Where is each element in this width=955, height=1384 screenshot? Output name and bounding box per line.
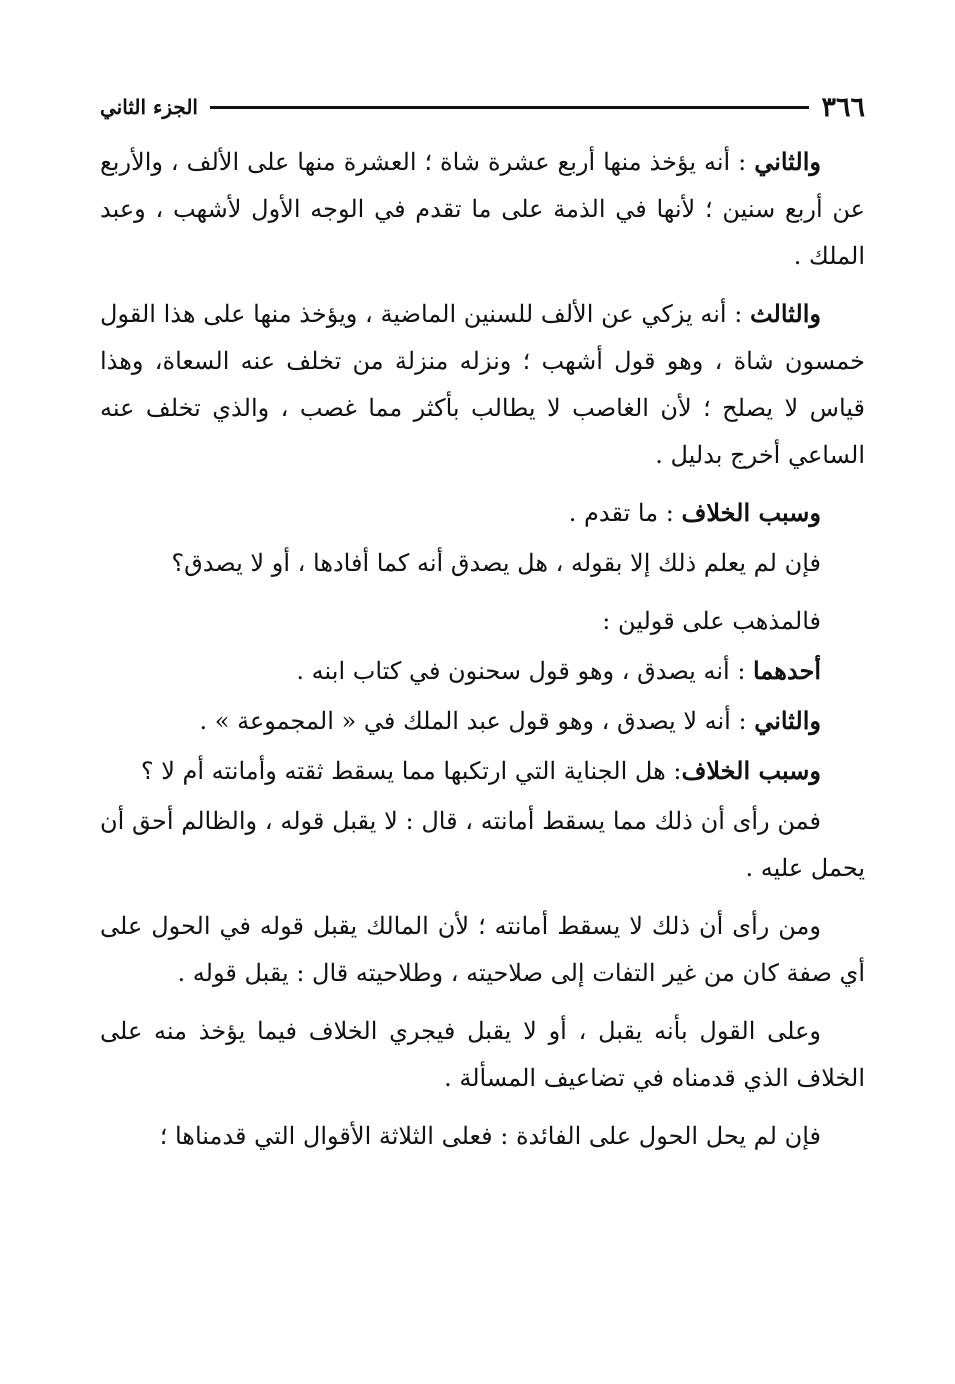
paragraph-term: والثاني [754,147,821,176]
paragraph [100,697,865,745]
paragraph [100,797,865,892]
paragraph-text: : أنه لا يصدق ، وهو قول عبد الملك في « المجموعة » . [199,707,755,735]
paragraph [100,1007,865,1102]
paragraph [100,1112,865,1160]
header-rule [210,106,810,109]
paragraph-text: : هل الجناية التي ارتكبها مما يسقط ثقته وأمانته أم لا ؟ [140,757,682,785]
paragraph-text: وعلى القول بأنه يقبل ، أو لا يقبل فيجري الخلاف فيما يؤخذ منه على الخلاف الذي قدمناه في تضاعيف المسألة . [100,1017,865,1092]
paragraph-text: : أنه يصدق ، وهو قول سحنون في كتاب ابنه . [296,657,754,685]
page-header [100,84,865,130]
paragraph-text: ومن رأى أن ذلك لا يسقط أمانته ؛ لأن المالك يقبل قوله في الحول على أي صفة كان من غير التفات إلى صلاحيته ، وطلاحيته قال : يقبل قوله . [100,912,865,987]
paragraph [100,597,865,645]
paragraph-text: : أنه يزكي عن الألف للسنين الماضية ، ويؤخذ منها على هذا القول خمسون شاة ، وهو قول أشهب ؛ ونزله منزلة من تخلف عنه السعاة، وهذا قياس لا يصلح ؛ لأن الغاصب لا يطالب بأكثر مما غصب ، والذي تخلف عنه الساعي أخرج بدليل . [100,300,865,469]
paragraph-text: فإن لم يعلم ذلك إلا بقوله ، هل يصدق أنه كما أفادها ، أو لا يصدق؟ [171,549,821,577]
paragraph [100,647,865,695]
paragraph-term: وسبب الخلاف [681,498,821,527]
paragraph [100,290,865,479]
paragraph [100,902,865,997]
paragraph-text: فالمذهب على قولين : [602,607,821,635]
paragraph-term: والثاني [754,706,821,735]
paragraph-text: فإن لم يحل الحول على الفائدة : فعلى الثلاثة الأقوال التي قدمناها ؛ [159,1122,821,1150]
volume-title: الجزء الثاني [100,95,198,119]
book-page [100,84,865,1170]
paragraph [100,747,865,795]
paragraph [100,539,865,587]
paragraph-term: أحدهما [753,656,821,685]
paragraph-term: وسبب الخلاف [681,756,821,785]
page-body [100,138,865,1160]
paragraph-text: فمن رأى أن ذلك مما يسقط أمانته ، قال : لا يقبل قوله ، والظالم أحق أن يحمل عليه . [100,807,865,882]
page-number: ٣٦٦ [821,91,865,123]
paragraph-text: : أنه يؤخذ منها أربع عشرة شاة ؛ العشرة منها على الألف ، والأربع عن أربع سنين ؛ لأنها في الذمة على ما تقدم في الوجه الأول لأشهب ، وعبد الملك . [100,148,865,270]
paragraph-term: والثالث [749,299,821,328]
paragraph [100,138,865,280]
paragraph [100,489,865,537]
paragraph-text: : ما تقدم . [568,499,682,527]
